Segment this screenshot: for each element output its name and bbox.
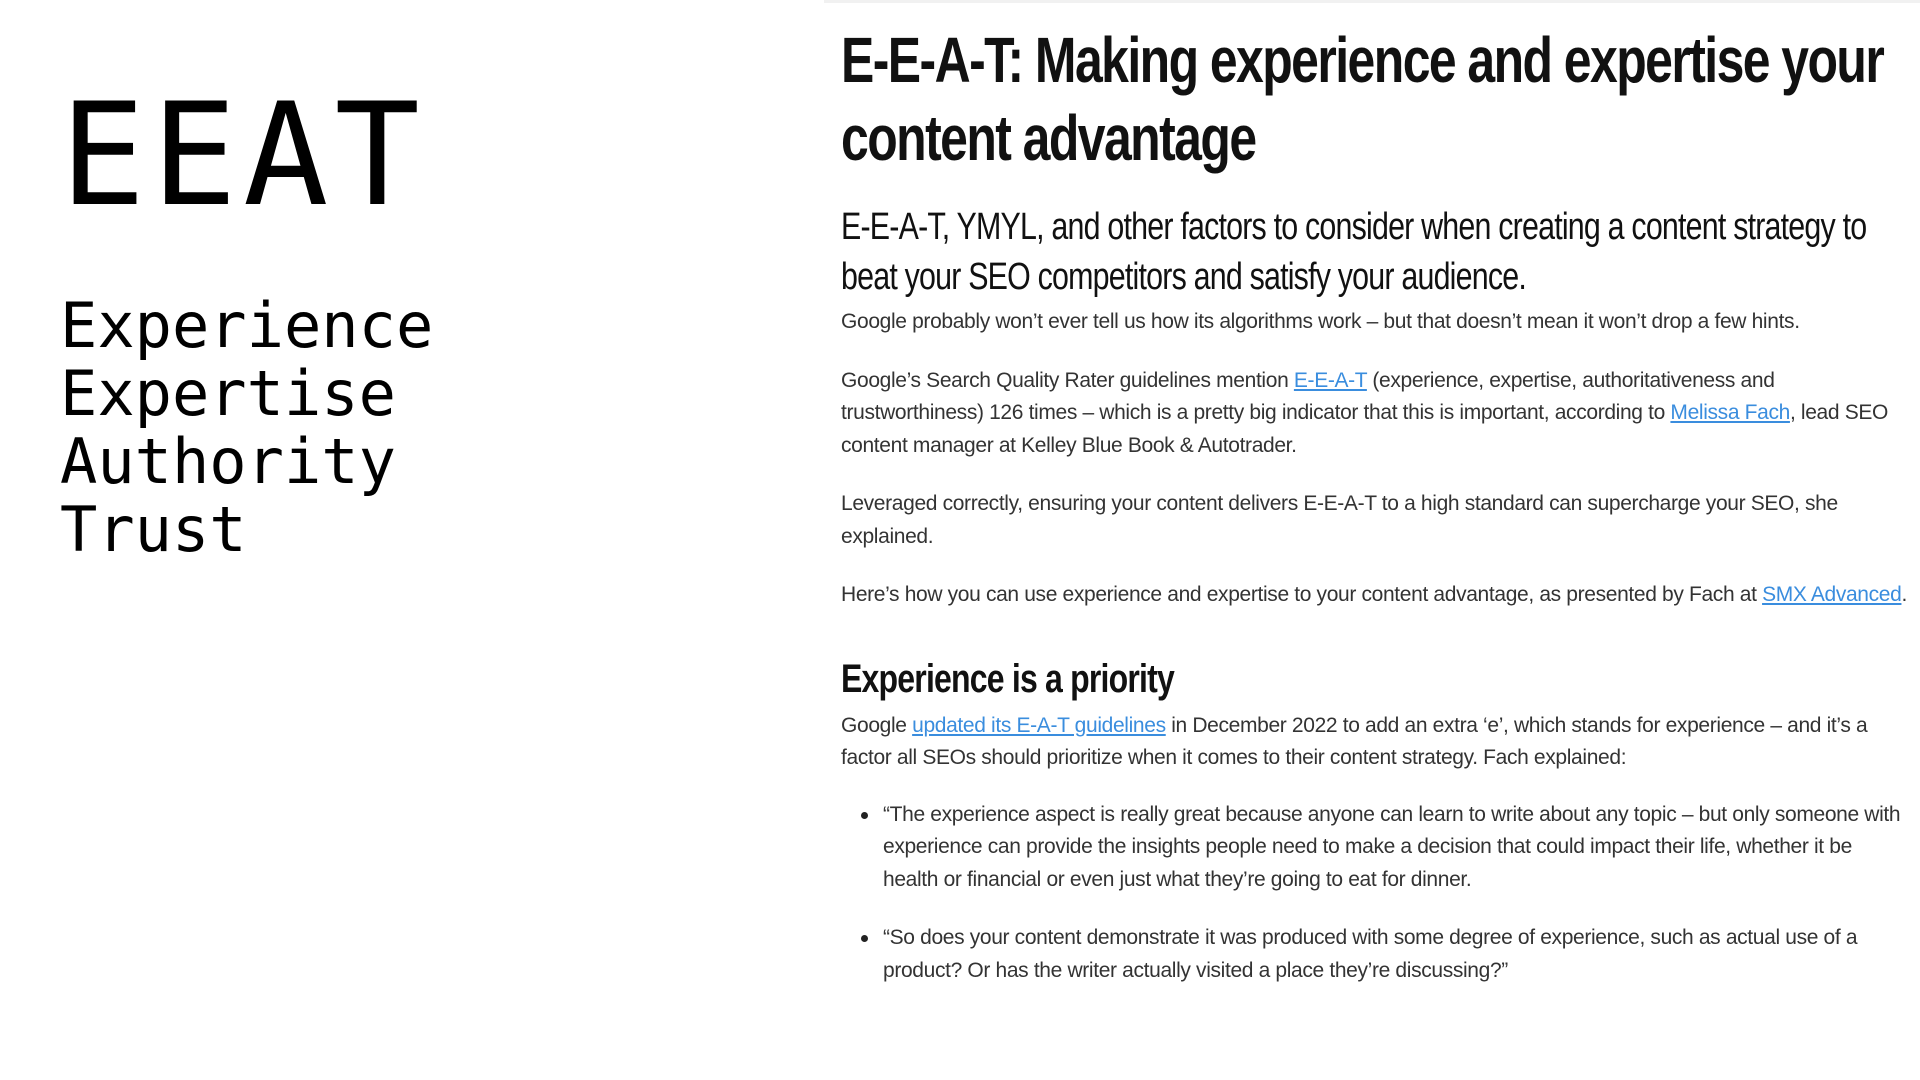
melissa-fach-link[interactable]: Melissa Fach: [1670, 401, 1790, 424]
quote-list: [841, 799, 1911, 988]
term-authority: Authority: [60, 425, 396, 498]
quote-item: “The experience aspect is really great because anyone can learn to write about any topic – but only someone with experience can provide the insights people need to make a decision that could impact their life, whether it be health or financial or even just what they’re going to eat for dinner.: [883, 799, 1911, 897]
quote-item: “So does your content demonstrate it was produced with some degree of experience, such as actual use of a product? Or has the writer actually visited a place they’re discussing?”: [883, 922, 1911, 987]
guidelines-text-end: , lead SEO content manager at Kelley Blue Book & Autotrader.: [841, 401, 1888, 457]
slide-title: EEAT: [60, 73, 426, 238]
article-headline: E-E-A-T: Making experience and expertise your content advantage: [841, 24, 1884, 174]
smx-advanced-link[interactable]: SMX Advanced: [1762, 583, 1902, 606]
eeat-term-list: [60, 289, 434, 566]
section-heading: Experience is a priority: [841, 656, 1174, 701]
update-text-end: in December 2022 to add an extra ‘e’, which stands for experience – and it’s a factor all SEOs should prioritize when it comes to their content strategy. Fach explained:: [841, 713, 1868, 769]
article-screenshot: [824, 0, 1920, 1043]
guidelines-paragraph: [841, 365, 1911, 463]
guidelines-text-middle: (experience, expertise, authoritativeness and trustworthiness) 126 times – which is a pretty big indicator that this is important, according to: [841, 368, 1775, 424]
update-text-start: Google: [841, 713, 913, 737]
article-subhead: E-E-A-T, YMYL, and other factors to consider when creating a content strategy to beat your SEO competitors and satisfy your audience.: [841, 206, 1867, 298]
term-expertise: Expertise: [60, 357, 396, 430]
article-body: [841, 21, 1911, 1013]
update-paragraph: [841, 710, 1911, 775]
guidelines-text-start: Google’s Search Quality Rater guidelines mention: [841, 368, 1294, 392]
presented-text: Here’s how you can use experience and expertise to your content advantage, as presented by Fach at: [841, 583, 1763, 606]
eeat-link[interactable]: E-E-A-T: [1293, 368, 1367, 392]
term-experience: Experience: [60, 289, 434, 362]
updated-guidelines-link[interactable]: updated its E-A-T guidelines: [912, 713, 1166, 737]
presented-text-end: .: [1901, 583, 1907, 606]
term-trust: Trust: [60, 493, 247, 566]
intro-paragraph: Google probably won’t ever tell us how its algorithms work – but that doesn’t mean it won’t drop a few hints.: [841, 310, 1800, 333]
leveraged-paragraph: Leveraged correctly, ensuring your content delivers E-E-A-T to a high standard can supercharge your SEO, she explained.: [841, 492, 1838, 548]
presented-paragraph: [841, 579, 1911, 612]
